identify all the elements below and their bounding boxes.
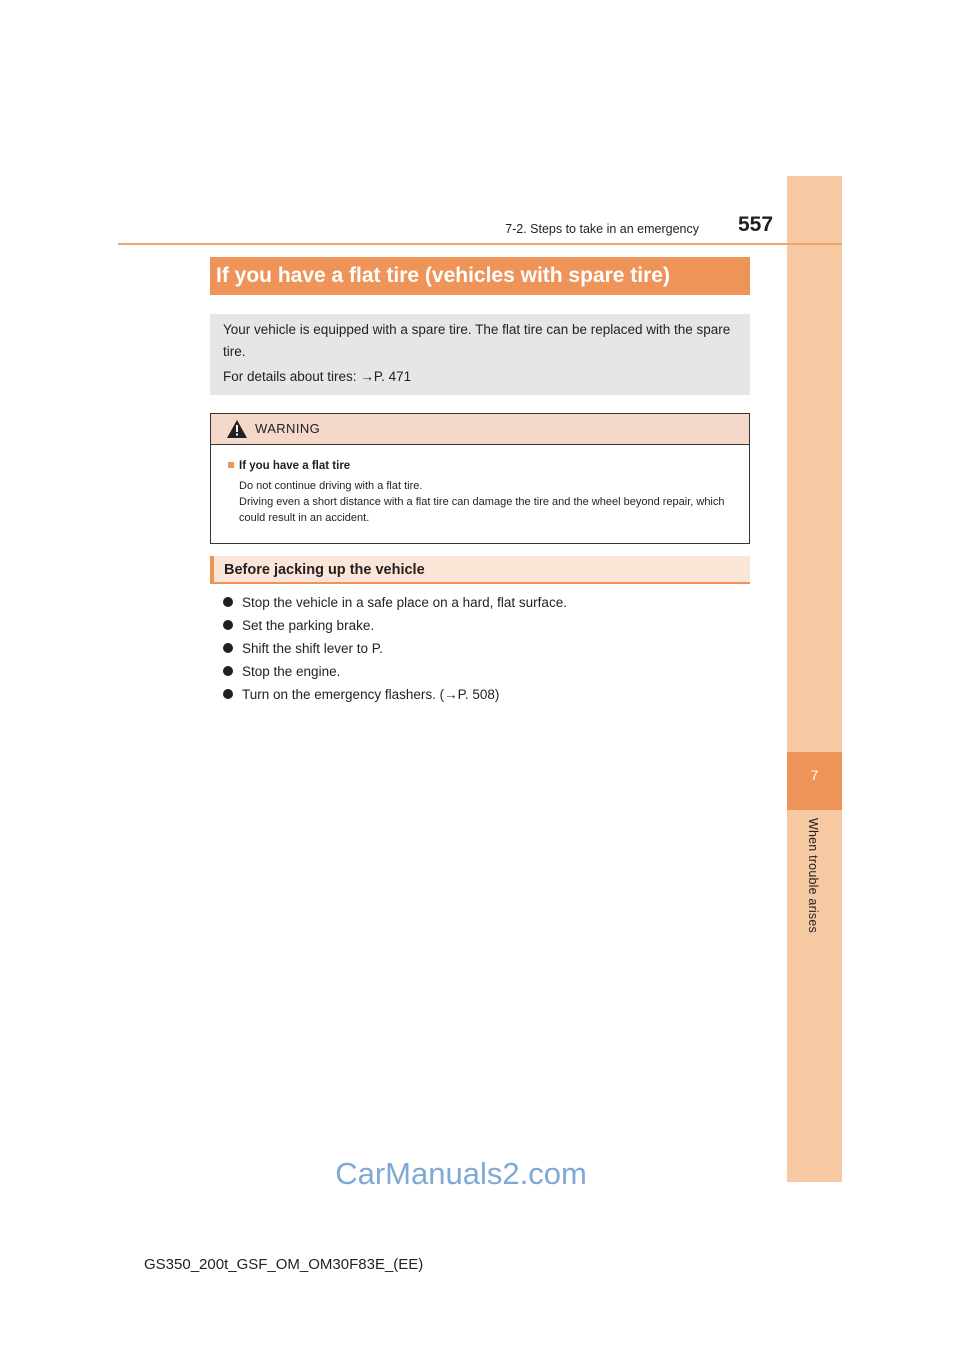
page-title: If you have a flat tire (vehicles with spare tire) [210, 257, 750, 295]
chapter-title [806, 818, 826, 958]
list-item: Stop the vehicle in a safe place on a hard, flat surface. [223, 591, 567, 614]
list-item: Set the parking brake. [223, 614, 567, 637]
header-rule [118, 243, 842, 245]
intro-box [210, 314, 750, 395]
warning-label: WARNING [255, 421, 321, 436]
warning-header [211, 414, 749, 445]
chapter-side-tab [787, 176, 842, 1182]
document-code-footer: GS350_200t_GSF_OM_OM30F83E_(EE) [144, 1256, 424, 1273]
intro-text: Your vehicle is equipped with a spare tire. The flat tire can be replaced with the spare tire. [223, 322, 731, 359]
subsection-heading: Before jacking up the vehicle [210, 556, 750, 584]
intro-reference[interactable]: For details about tires: →P. 471 [223, 369, 412, 384]
warning-title-text: If you have a flat tire [239, 460, 351, 472]
bullet-list [223, 591, 567, 706]
list-item[interactable]: Turn on the emergency flashers. (→P. 508) [223, 683, 567, 706]
warning-paragraph: Driving even a short distance with a flat tire can damage the tire and the wheel beyond repair, which could result in an accident. [239, 496, 725, 524]
chapter-title-text: When trouble arises [806, 818, 820, 933]
warning-title [228, 458, 739, 474]
warning-box [210, 413, 750, 544]
section-heading: 7-2. Steps to take in an emergency [505, 222, 699, 236]
list-item: Shift the shift lever to P. [223, 637, 567, 660]
warning-paragraph: Do not continue driving with a flat tire. [239, 480, 423, 492]
warning-body [211, 445, 749, 526]
square-bullet-icon [228, 462, 234, 468]
watermark-logo: CarManuals2.com [326, 1152, 596, 1196]
page-number: 557 [738, 213, 774, 236]
list-item: Stop the engine. [223, 660, 567, 683]
warning-triangle-icon [227, 420, 247, 438]
chapter-number: 7 [787, 752, 842, 810]
